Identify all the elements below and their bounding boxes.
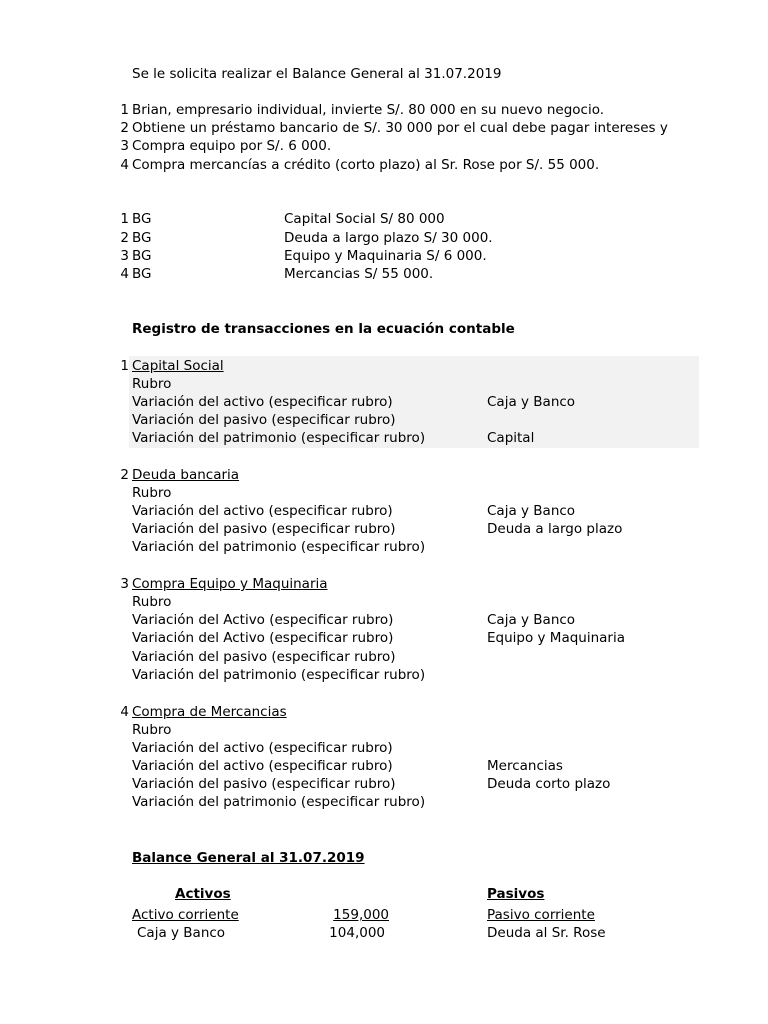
- row-value: Deuda corto plazo: [487, 776, 611, 792]
- row-value: Equipo y Maquinaria: [487, 630, 626, 646]
- caja-value: 104,000: [329, 925, 385, 941]
- block-title: Deuda bancaria: [132, 467, 240, 483]
- transaction-text: Compra equipo por S/. 6 000.: [132, 138, 332, 154]
- block-title: Compra de Mercancias: [132, 704, 287, 720]
- transaction-number: 4: [120, 157, 129, 173]
- transaction-text: Compra mercancías a crédito (corto plazo) al Sr. Rose por S/. 55 000.: [132, 157, 600, 173]
- row-label: Variación del patrimonio (especificar rubro): [132, 667, 426, 683]
- block-number: 1: [120, 358, 129, 374]
- block-rubro: Rubro: [132, 376, 172, 392]
- block-rubro: Rubro: [132, 722, 172, 738]
- deuda-rose-label: Deuda al Sr. Rose: [487, 925, 606, 941]
- bg-desc: Mercancias S/ 55 000.: [284, 266, 434, 282]
- block-number: 3: [120, 576, 129, 592]
- bg-tag: BG: [132, 211, 152, 227]
- bg-desc: Capital Social S/ 80 000: [284, 211, 445, 227]
- caja-label: Caja y Banco: [137, 925, 226, 941]
- block-rubro: Rubro: [132, 594, 172, 610]
- block-title: Compra Equipo y Maquinaria: [132, 576, 328, 592]
- transaction-number: 2: [120, 120, 129, 136]
- block-number: 2: [120, 467, 129, 483]
- pasivos-header: Pasivos: [487, 886, 545, 902]
- row-label: Variación del pasivo (especificar rubro): [132, 776, 396, 792]
- transaction-number: 1: [120, 102, 129, 118]
- block-title: Capital Social: [132, 358, 224, 374]
- balance-title: Balance General al 31.07.2019: [132, 850, 365, 866]
- pasivo-corriente-label: Pasivo corriente: [487, 907, 595, 923]
- block-number: 4: [120, 704, 129, 720]
- bg-tag: BG: [132, 230, 152, 246]
- bg-tag: BG: [132, 248, 152, 264]
- activo-corriente-label: Activo corriente: [132, 907, 239, 923]
- row-label: Variación del pasivo (especificar rubro): [132, 412, 396, 428]
- block-rubro: Rubro: [132, 485, 172, 501]
- row-label: Variación del Activo (especificar rubro): [132, 612, 394, 628]
- activo-corriente-value: 159,000: [333, 907, 389, 923]
- bg-desc: Deuda a largo plazo S/ 30 000.: [284, 230, 493, 246]
- row-label: Variación del activo (especificar rubro): [132, 394, 393, 410]
- row-label: Variación del pasivo (especificar rubro): [132, 521, 396, 537]
- row-value: Capital: [487, 430, 535, 446]
- row-label: Variación del patrimonio (especificar rubro): [132, 794, 426, 810]
- row-value: Mercancias: [487, 758, 563, 774]
- row-value: Deuda a largo plazo: [487, 521, 623, 537]
- row-label: Variación del patrimonio (especificar rubro): [132, 539, 426, 555]
- activos-header: Activos: [175, 886, 231, 902]
- bg-number: 3: [120, 248, 129, 264]
- row-value: Caja y Banco: [487, 612, 576, 628]
- bg-number: 4: [120, 266, 129, 282]
- row-label: Variación del activo (especificar rubro): [132, 503, 393, 519]
- row-label: Variación del activo (especificar rubro): [132, 758, 393, 774]
- intro-text: Se le solicita realizar el Balance General al 31.07.2019: [132, 66, 502, 82]
- bg-number: 1: [120, 211, 129, 227]
- transaction-number: 3: [120, 138, 129, 154]
- transaction-text: Brian, empresario individual, invierte S/. 80 000 en su nuevo negocio.: [132, 102, 605, 118]
- transaction-text: Obtiene un préstamo bancario de S/. 30 000 por el cual debe pagar intereses y: [132, 120, 668, 136]
- bg-tag: BG: [132, 266, 152, 282]
- bg-desc: Equipo y Maquinaria S/ 6 000.: [284, 248, 487, 264]
- row-label: Variación del patrimonio (especificar rubro): [132, 430, 426, 446]
- row-label: Variación del pasivo (especificar rubro): [132, 649, 396, 665]
- bg-number: 2: [120, 230, 129, 246]
- row-value: Caja y Banco: [487, 503, 576, 519]
- row-label: Variación del Activo (especificar rubro): [132, 630, 394, 646]
- registro-title: Registro de transacciones en la ecuación contable: [132, 321, 515, 337]
- row-label: Variación del activo (especificar rubro): [132, 740, 393, 756]
- row-value: Caja y Banco: [487, 394, 576, 410]
